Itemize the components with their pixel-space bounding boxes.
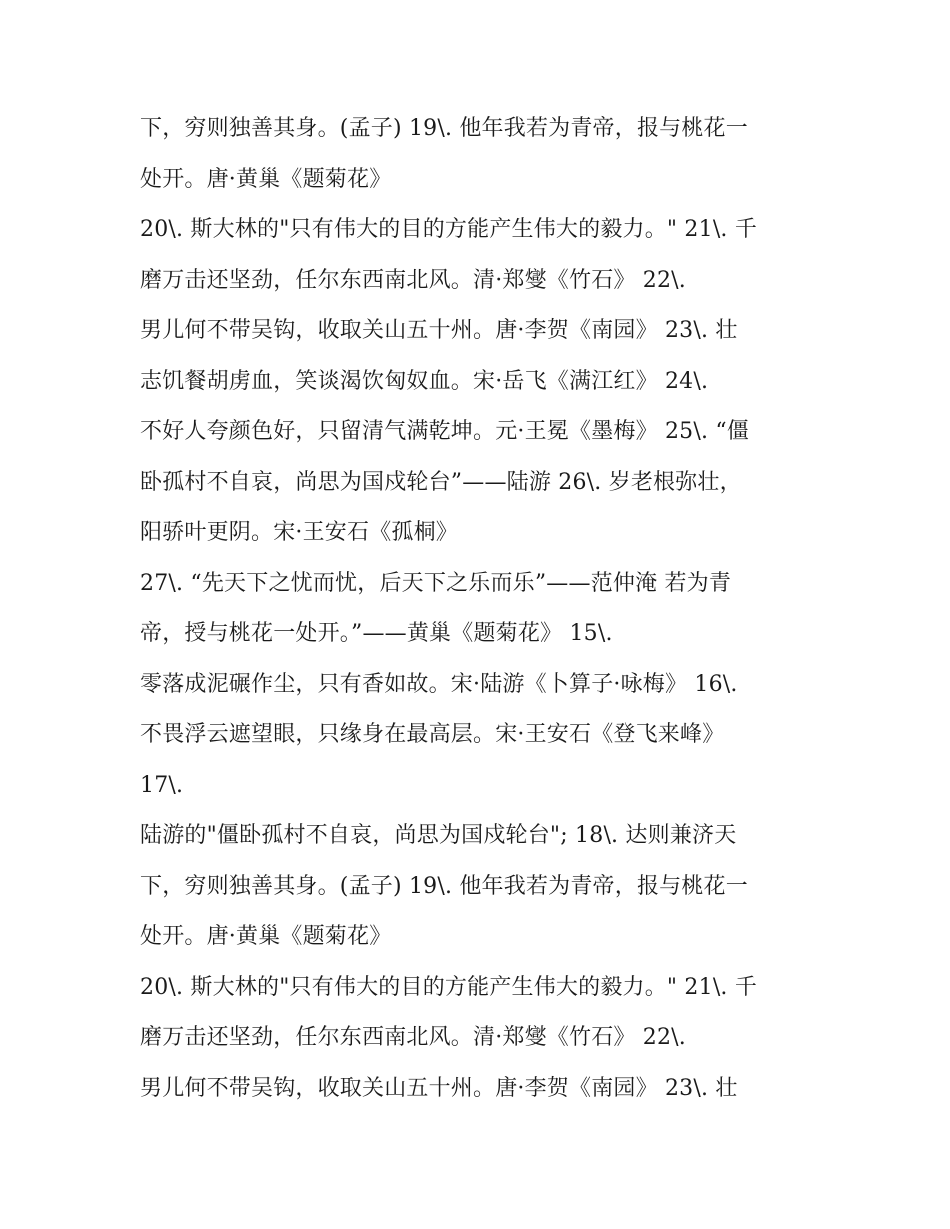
text-line: 阳骄叶更阴。宋·王安石《孤桐》 <box>140 520 458 545</box>
text-line: 卧孤村不自哀，尚思为国戍轮台”——陆游 26\. 岁老根弥壮， <box>140 469 742 495</box>
text-line: 不畏浮云遮望眼，只缘身在最高层。宋·王安石《登飞来峰》 <box>140 722 725 747</box>
text-line: 志饥餐胡虏血，笑谈渴饮匈奴血。宋·岳飞《满江红》 24\. <box>140 368 709 394</box>
text-line: 磨万击还坚劲，任尔东西南北风。清·郑燮《竹石》 22\. <box>140 267 686 293</box>
text-line: 20\. 斯大林的"只有伟大的目的方能产生伟大的毅力。" 21\. 千 <box>140 217 758 242</box>
text-line: 帝，授与桃花一处开。”——黄巢《题菊花》 15\. <box>140 621 613 646</box>
text-line: 男儿何不带吴钩，收取关山五十州。唐·李贺《南园》 23\. 壮 <box>140 1075 738 1101</box>
text-line: 磨万击还坚劲，任尔东西南北风。清·郑燮《竹石》 22\. <box>140 1025 686 1050</box>
text-line: 20\. 斯大林的"只有伟大的目的方能产生伟大的毅力。" 21\. 千 <box>140 974 758 1000</box>
text-line: 陆游的"僵卧孤村不自哀，尚思为国戍轮台"; 18\. 达则兼济天 <box>140 823 737 848</box>
text-line: 下，穷则独善其身。(孟子) 19\. 他年我若为青帝，报与桃花一 <box>140 873 748 899</box>
text-line: 不好人夸颜色好，只留清气满乾坤。元·王冕《墨梅》 25\. “僵 <box>140 419 750 444</box>
text-line: 处开。唐·黄巢《题菊花》 <box>140 924 392 949</box>
text-line: 27\. “先天下之忧而忧，后天下之乐而乐”——范仲淹 若为青 <box>140 570 732 596</box>
text-line: 17\. <box>140 772 184 798</box>
body-text <box>140 107 820 1117</box>
text-line: 零落成泥碾作尘，只有香如故。宋·陆游《卜算子·咏梅》 16\. <box>140 671 738 697</box>
text-line: 下，穷则独善其身。(孟子) 19\. 他年我若为青帝，报与桃花一 <box>140 116 748 141</box>
text-line: 男儿何不带吴钩，收取关山五十州。唐·李贺《南园》 23\. 壮 <box>140 318 738 343</box>
text-line: 处开。唐·黄巢《题菊花》 <box>140 166 392 192</box>
